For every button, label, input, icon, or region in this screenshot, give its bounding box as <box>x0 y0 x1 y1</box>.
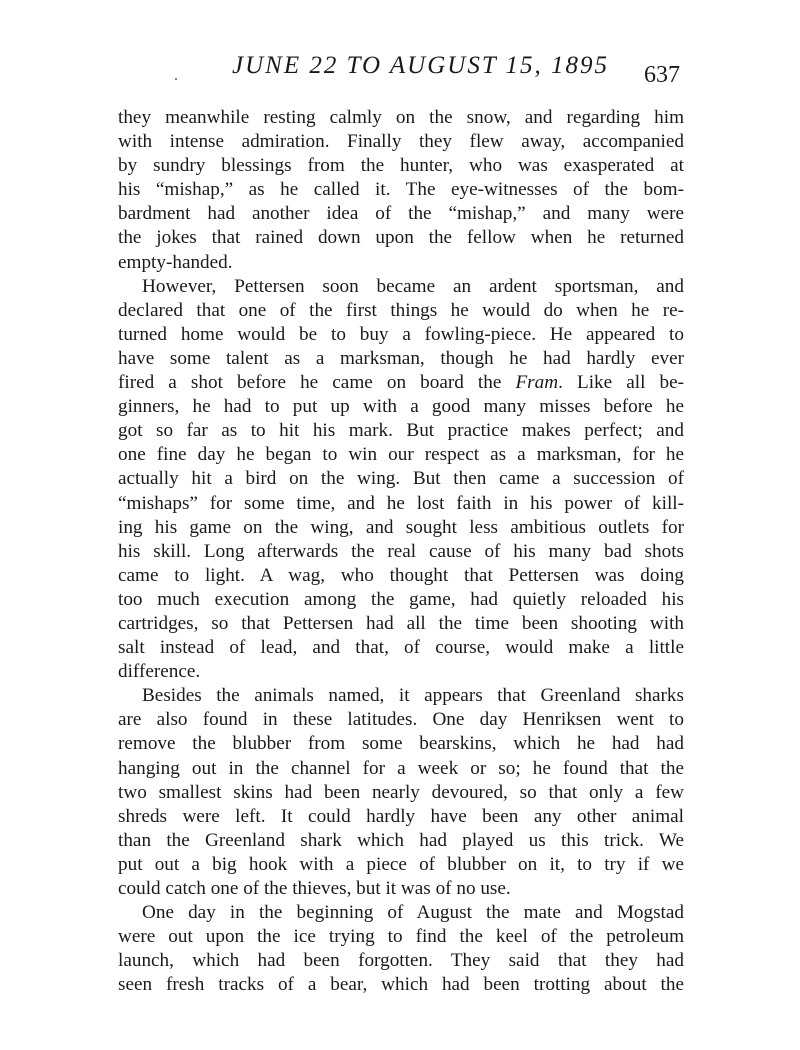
running-head <box>0 52 800 92</box>
text-line: have some talent as a marksman, though he had hardly ever <box>118 347 684 369</box>
text-line: shreds were left. It could hardly have been any other animal <box>118 805 684 827</box>
text-line: two smallest skins had been nearly devoured, so that only a few <box>118 781 684 803</box>
text-line: were out upon the ice trying to find the keel of the petroleum <box>118 926 684 948</box>
text-line: too much execution among the game, had quietly reloaded his <box>118 588 684 610</box>
text-line: cartridges, so that Pettersen had all the time been shooting with <box>118 612 684 634</box>
text-line: seen fresh tracks of a bear, which had been trotting about the <box>118 974 684 996</box>
text-line: One day in the beginning of August the mate and Mogstad <box>142 902 684 924</box>
text-line: However, Pettersen soon became an ardent sportsman, and <box>142 275 684 297</box>
text-line: the jokes that rained down upon the fellow when he returned <box>118 227 684 249</box>
text-line: “mishaps” for some time, and he lost faith in his power of kill- <box>118 492 684 514</box>
text-line: turned home would be to buy a fowling-piece. He appeared to <box>118 323 684 345</box>
text-line: launch, which had been forgotten. They said that they had <box>118 950 684 972</box>
text-line: one fine day he began to win our respect as a marksman, for he <box>118 444 684 466</box>
text-line: fired a shot before he came on board the Fram. Like all be- <box>118 372 685 394</box>
text-line: Besides the animals named, it appears that Greenland sharks <box>142 685 684 707</box>
text-line: hanging out in the channel for a week or so; he found that the <box>118 757 684 779</box>
text-line: his skill. Long afterwards the real cause of his many bad shots <box>118 540 684 562</box>
text-line: difference. <box>118 661 201 683</box>
body-text <box>118 106 684 997</box>
text-line: they meanwhile resting calmly on the snow, and regarding him <box>118 107 684 128</box>
text-line: with intense admiration. Finally they flew away, accompanied <box>118 131 684 153</box>
text-line: bardment had another idea of the “mishap,” and many were <box>118 203 684 225</box>
text-line: than the Greenland shark which had played us this trick. We <box>118 829 684 851</box>
text-line: salt instead of lead, and that, of course, would make a little <box>118 637 684 659</box>
text-line: by sundry blessings from the hunter, who was exasperated at <box>118 155 684 177</box>
text-line: declared that one of the first things he would do when he re- <box>118 299 684 321</box>
text-line: ginners, he had to put up with a good many misses before he <box>118 396 684 418</box>
text-line: his “mishap,” as he called it. The eye-witnesses of the bom- <box>118 179 684 201</box>
text-line: got so far as to hit his mark. But practice makes perfect; and <box>118 420 684 442</box>
text-line: came to light. A wag, who thought that Pettersen was doing <box>118 564 684 586</box>
page-number: 637 <box>644 62 680 88</box>
ship-name: Fram <box>515 372 559 394</box>
text-line: actually hit a bird on the wing. But then came a succession of <box>118 468 684 490</box>
text-line: ing his game on the wing, and sought less ambitious outlets for <box>118 516 684 538</box>
text-line: are also found in these latitudes. One day Henriksen went to <box>118 709 684 731</box>
text-line: put out a big hook with a piece of blubber on it, to try if we <box>118 853 684 875</box>
text-line: could catch one of the thieves, but it was of no use. <box>118 878 511 899</box>
running-title: JUNE 22 TO AUGUST 15, 1895 <box>232 52 610 79</box>
print-speck <box>175 78 177 80</box>
text-line: remove the blubber from some bearskins, which he had had <box>118 733 684 755</box>
text-line: empty-handed. <box>118 251 233 273</box>
